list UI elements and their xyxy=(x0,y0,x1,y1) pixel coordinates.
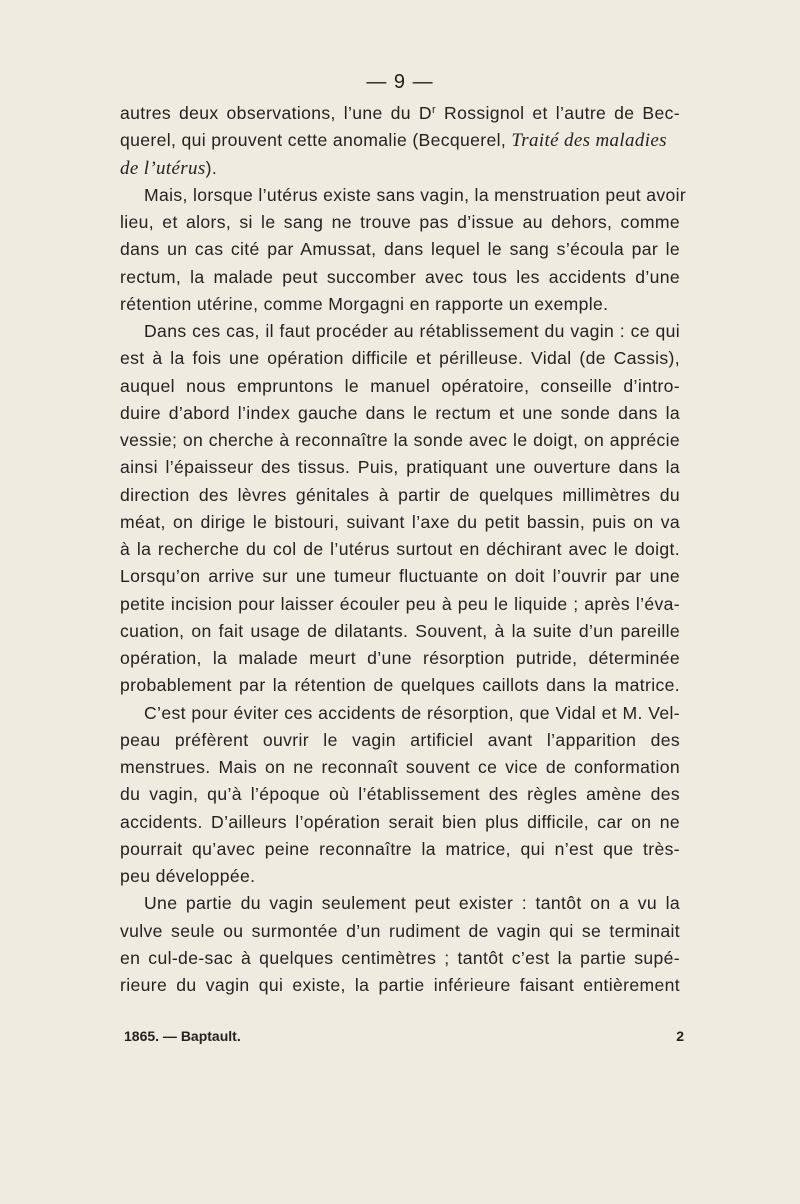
italic-title: Traité des maladies xyxy=(511,130,667,152)
text-run: rétention utérine, comme Morgagni en rapporte un exemple. xyxy=(120,293,609,314)
text-run: ). xyxy=(205,157,218,178)
text-line xyxy=(120,890,680,917)
text-run: accidents. D’ailleurs l’opération serait bien plus difficile, car on ne xyxy=(120,811,680,832)
text-run: cuation, on fait usage de dilatants. Souvent, à la suite d’un pareille xyxy=(120,620,680,641)
text-run: menstrues. Mais on ne reconnaît souvent ce vice de conformation xyxy=(120,757,680,777)
text-run: dans un cas cité par Amussat, dans lequel le sang s’écoula par le xyxy=(120,239,680,260)
text-line xyxy=(120,345,680,372)
text-run: autres deux observations, l’une du D xyxy=(120,103,432,123)
text-run: ainsi l’épaisseur des tissus. Puis, pratiquant une ouverture dans la xyxy=(120,457,680,478)
text-line xyxy=(120,591,680,618)
text-run: vulve seule ou surmontée d’un rudiment de vagin qui se terminait xyxy=(120,920,680,941)
text-run: Lorsqu’on arrive sur une tumeur fluctuante on doit l’ouvrir par une xyxy=(120,566,680,587)
text-line xyxy=(120,182,687,209)
text-run: C’est pour éviter ces accidents de résorption, que Vidal et M. Vel- xyxy=(144,702,680,723)
text-run: peau préfèrent ouvrir le vagin artificiel avant l’apparition des xyxy=(120,729,680,750)
text-line xyxy=(120,727,680,754)
text-line xyxy=(120,754,680,781)
text-run: Une partie du vagin seulement peut exister : tantôt on a vu la xyxy=(144,893,680,914)
text-line xyxy=(120,427,680,454)
text-line xyxy=(120,563,680,590)
text-run: méat, on dirige le bistouri, suivant l’axe du petit bassin, puis on va xyxy=(120,511,680,532)
text-run: en cul-de-sac à quelques centimètres ; tantôt c’est la partie supé- xyxy=(120,947,680,968)
text-line xyxy=(120,618,680,645)
text-line xyxy=(120,945,680,972)
text-line xyxy=(120,836,680,863)
text-line xyxy=(120,781,680,808)
text-run: pourrait qu’avec peine reconnaître la matrice, qui n’est que très- xyxy=(120,838,680,859)
text-line xyxy=(120,672,680,699)
text-run: Rossignol et l’autre de Bec- xyxy=(436,103,681,123)
text-run: à la recherche du col de l’utérus surtout en déchirant avec le doigt. xyxy=(120,539,680,559)
text-run: direction des lèvres génitales à partir de quelques millimètres du xyxy=(120,484,680,505)
sheet-number: 2 xyxy=(676,1028,684,1044)
page-footer xyxy=(124,1028,684,1052)
text-run: Dans ces cas, il faut procéder au rétablissement du vagin : ce qui xyxy=(144,321,680,341)
text-line xyxy=(120,100,680,127)
printer-signature: 1865. — Baptault. xyxy=(124,1028,241,1044)
text-run: est à la fois une opération difficile et périlleuse. Vidal (de Cassis), xyxy=(120,348,680,369)
italic-title: de l’utérus xyxy=(120,157,206,179)
text-run: rieure du vagin qui existe, la partie inférieure faisant entièrement xyxy=(120,975,680,995)
text-line xyxy=(120,700,680,727)
text-run: rectum, la malade peut succomber avec tous les accidents d’une xyxy=(120,266,680,287)
body-text xyxy=(120,100,687,999)
text-run: opération, la malade meurt d’une résorption putride, déterminée xyxy=(120,648,680,668)
superscript: r xyxy=(432,104,437,116)
text-run: duire d’abord l’index gauche dans le rectum et une sonde dans la xyxy=(120,402,680,423)
text-run: vessie; on cherche à reconnaître la sonde avec le doigt, on apprécie xyxy=(120,430,680,450)
page-number: — 9 — xyxy=(366,71,434,93)
text-line xyxy=(120,509,680,536)
text-line xyxy=(120,291,680,318)
text-run: probablement par la rétention de quelques caillots dans la matrice. xyxy=(120,675,680,696)
text-line xyxy=(120,400,680,427)
text-line xyxy=(120,918,680,945)
text-run: Mais, lorsque l’utérus existe sans vagin, la menstruation peut avoir xyxy=(144,184,687,205)
text-line xyxy=(120,809,680,836)
text-run: querel, qui prouvent cette anomalie (Becquerel, xyxy=(120,130,512,151)
text-line xyxy=(120,127,680,154)
text-line xyxy=(120,209,680,236)
text-run: peu développée. xyxy=(120,866,256,886)
text-line xyxy=(120,155,680,182)
text-line xyxy=(120,536,680,563)
text-run: petite incision pour laisser écouler peu à peu le liquide ; après l’éva- xyxy=(120,593,680,614)
text-line xyxy=(120,645,680,672)
text-line xyxy=(120,373,680,400)
text-run: lieu, et alors, si le sang ne trouve pas d’issue au dehors, comme xyxy=(120,212,680,232)
text-line xyxy=(120,972,680,999)
text-line xyxy=(120,863,680,890)
text-line xyxy=(120,264,680,291)
text-run: du vagin, qu’à l’époque où l’établissement des règles amène des xyxy=(120,784,680,805)
text-line xyxy=(120,318,680,345)
text-run: auquel nous empruntons le manuel opératoire, conseille d’intro- xyxy=(120,375,680,396)
text-line xyxy=(120,454,680,481)
text-line xyxy=(120,236,680,263)
text-line xyxy=(120,482,680,509)
